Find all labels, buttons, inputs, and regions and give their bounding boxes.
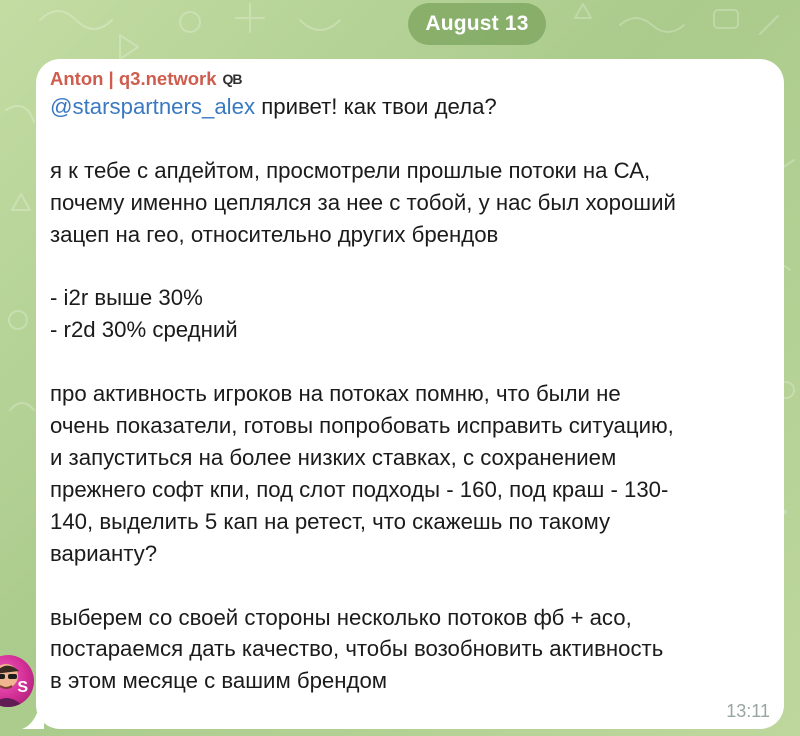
- message-greeting: привет! как твои дела?: [255, 94, 497, 119]
- message-bubble[interactable]: [36, 59, 784, 729]
- avatar-letter: S: [17, 679, 28, 696]
- logo-badge-icon: QB: [222, 70, 242, 87]
- message-text: [50, 91, 764, 697]
- date-separator: [408, 3, 546, 45]
- message-time: 13:11: [726, 701, 770, 721]
- sender-avatar[interactable]: [0, 655, 34, 707]
- bubble-tail: [22, 704, 44, 729]
- sender-name[interactable]: Anton | q3.network: [50, 67, 217, 89]
- date-label: August 13: [425, 12, 529, 35]
- message-sender[interactable]: [50, 65, 764, 92]
- message-body: я к тебе с апдейтом, просмотрели прошлые потоки на СА, почему именно цеплялся за нее с тобой, у нас был хороший зацеп на гео, относительно других брендов - i2r выше 30% - r2d 30% средний про активность игроков на потоках помню, что были не очень показатели, готовы попробовать исправить ситуацию, и запуститься на более низких ставках, с сохранением прежнего софт кпи, под слот подходы - 160, под краш - 130- 140, выделить 5 кап на ретест, что скажешь по такому варианту? выберем со своей стороны несколько потоков фб + асо, постараемся дать качество, чтобы возобновить активность в этом месяце с вашим брендом: [50, 157, 676, 694]
- mention-link[interactable]: @starspartners_alex: [50, 94, 256, 119]
